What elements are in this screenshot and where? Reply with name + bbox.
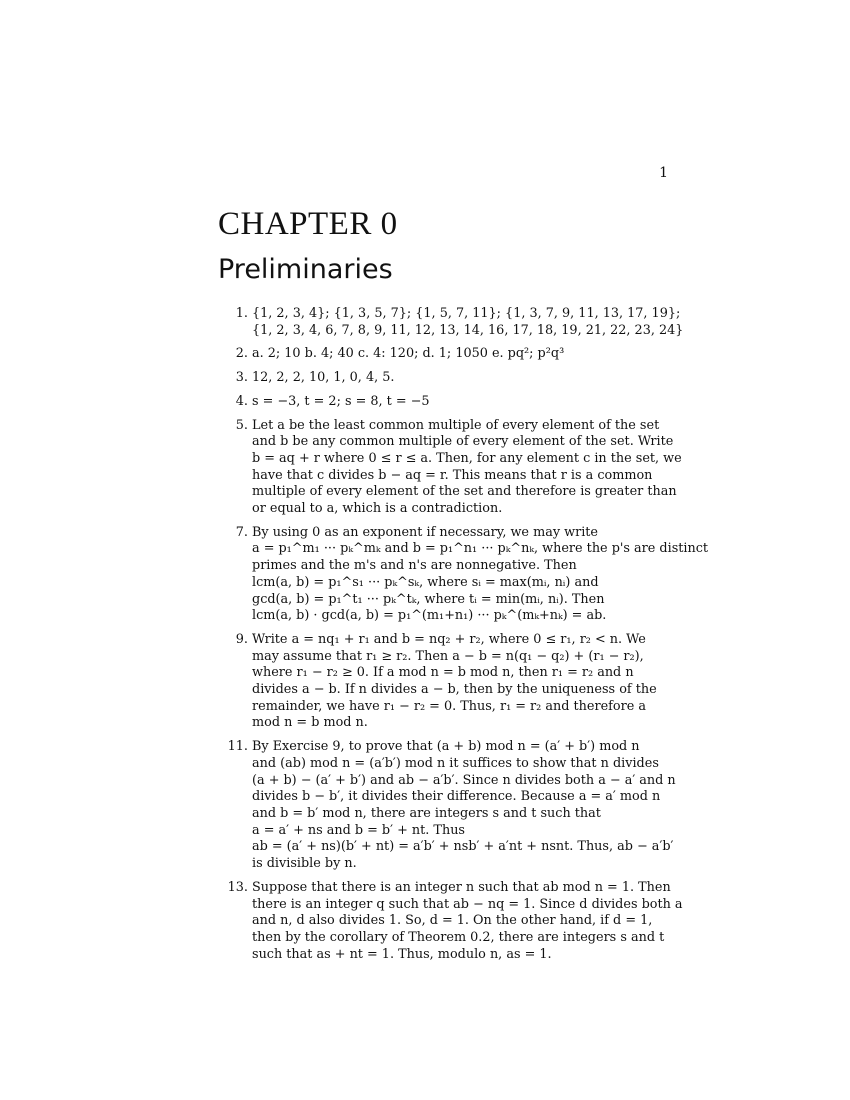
exercise-item (218, 879, 683, 964)
exercise-line: a. 2; 10 b. 4; 40 c. 4: 120; d. 1; 1050 e. pq²; p²q³ (252, 346, 565, 362)
exercise-line: may assume that r₁ ≥ r₂. Then a − b = n(q₁ − q₂) + (r₁ − r₂), (252, 648, 644, 664)
exercise-line: divides a − b. If n divides a − b, then by the uniqueness of the (252, 682, 657, 698)
exercise-text (252, 418, 682, 518)
exercise-line: and (ab) mod n = (a′b′) mod n it suffices to show that n divides (252, 755, 659, 771)
exercise-line: divides b − b′, it divides their difference. Because a = a′ mod n (252, 789, 661, 805)
exercise-line: and n, d also divides 1. So, d = 1. On the other hand, if d = 1, (252, 913, 653, 929)
exercise-line: Let a be the least common multiple of every element of the set (252, 417, 660, 433)
exercise-item (218, 524, 709, 625)
exercise-number: 1. (235, 306, 248, 321)
exercise-text (252, 346, 658, 363)
exercise-line: b = aq + r where 0 ≤ r ≤ a. Then, for any element c in the set, we (252, 450, 682, 466)
exercise-item (218, 370, 658, 387)
exercise-line: there is an integer q such that ab − nq = 1. Since d divides both a (252, 896, 683, 912)
exercise-text (252, 739, 676, 873)
exercise-line: Write a = nq₁ + r₁ and b = nq₂ + r₂, where 0 ≤ r₁, r₂ < n. We (252, 631, 646, 647)
exercise-number: 3. (235, 370, 248, 386)
chapter-title: CHAPTER 0 (218, 206, 398, 242)
exercise-line: ab = (a′ + ns)(b′ + nt) = a′b′ + nsb′ + a′nt + nsnt. Thus, ab − a′b′ (252, 839, 674, 855)
exercise-line: mod n = b mod n. (252, 715, 368, 731)
exercise-text (252, 880, 683, 964)
exercise-item (218, 306, 684, 339)
exercise-text (252, 394, 658, 411)
exercise-number: 4. (235, 393, 248, 409)
exercise-line: primes and the m's and n's are nonnegative. Then (252, 558, 577, 574)
exercise-line: is divisible by n. (252, 856, 357, 872)
exercise-number: 9. (235, 631, 248, 647)
exercise-line: such that as + nt = 1. Thus, modulo n, as = 1. (252, 946, 552, 962)
exercise-line: By Exercise 9, to prove that (a + b) mod n = (a′ + b′) mod n (252, 739, 640, 755)
exercise-line: remainder, we have r₁ − r₂ = 0. Thus, r₁ = r₂ and therefore a (252, 698, 646, 714)
exercise-line: and b be any common multiple of every element of the set. Write (252, 434, 674, 450)
exercise-line: or equal to a, which is a contradiction. (252, 501, 503, 517)
exercise-line: s = −3, t = 2; s = 8, t = −5 (252, 393, 430, 409)
exercise-line: a = p₁^m₁ ··· pₖ^mₖ and b = p₁^n₁ ··· pₖ^nₖ, where the p's are distinct (252, 541, 709, 557)
exercise-line: (a + b) − (a′ + b′) and ab − a′b′. Since n divides both a − a′ and n (252, 772, 676, 788)
chapter-subtitle: Preliminaries (218, 254, 393, 285)
exercise-line: By using 0 as an exponent if necessary, we may write (252, 524, 599, 540)
exercise-line: then by the corollary of Theorem 0.2, there are integers s and t (252, 929, 665, 945)
exercise-line: {1, 2, 3, 4}; {1, 3, 5, 7}; {1, 5, 7, 11}; {1, 3, 7, 9, 11, 13, 17, 19}; (252, 306, 681, 321)
exercise-line: multiple of every element of the set and therefore is greater than (252, 484, 677, 500)
exercise-line: 12, 2, 2, 10, 1, 0, 4, 5. (252, 370, 395, 386)
exercise-number: 5. (235, 417, 248, 433)
exercise-text (252, 306, 683, 339)
exercise-line: lcm(a, b) = p₁^s₁ ··· pₖ^sₖ, where sᵢ = max(mᵢ, nᵢ) and (252, 574, 599, 590)
exercise-line: lcm(a, b) · gcd(a, b) = p₁^(m₁+n₁) ··· pₖ^(mₖ+nₖ) = ab. (252, 608, 607, 624)
exercise-line: a = a′ + ns and b = b′ + nt. Thus (252, 822, 465, 838)
exercise-list (218, 306, 709, 970)
page-number: 1 (659, 165, 668, 181)
exercise-item (218, 739, 676, 873)
exercise-number: 2. (235, 346, 248, 362)
exercise-item (218, 346, 658, 363)
exercise-line: have that c divides b − aq = r. This means that r is a common (252, 467, 653, 483)
exercise-item (218, 394, 658, 411)
exercise-item (218, 417, 682, 518)
exercise-text (252, 632, 658, 732)
exercise-text (252, 525, 708, 625)
exercise-line: Suppose that there is an integer n such that ab mod n = 1. Then (252, 879, 671, 895)
exercise-text (252, 370, 658, 387)
exercise-line: {1, 2, 3, 4, 6, 7, 8, 9, 11, 12, 13, 14, 16, 17, 18, 19, 21, 22, 23, 24} (252, 322, 684, 338)
exercise-line: and b = b′ mod n, there are integers s and t such that (252, 805, 601, 821)
exercise-line: where r₁ − r₂ ≥ 0. If a mod n = b mod n, then r₁ = r₂ and n (252, 665, 634, 681)
exercise-number: 11. (227, 739, 248, 755)
exercise-item (218, 632, 658, 732)
exercise-line: gcd(a, b) = p₁^t₁ ··· pₖ^tₖ, where tᵢ = min(mᵢ, nᵢ). Then (252, 591, 605, 607)
exercise-number: 13. (227, 879, 248, 895)
exercise-number: 7. (235, 524, 248, 540)
